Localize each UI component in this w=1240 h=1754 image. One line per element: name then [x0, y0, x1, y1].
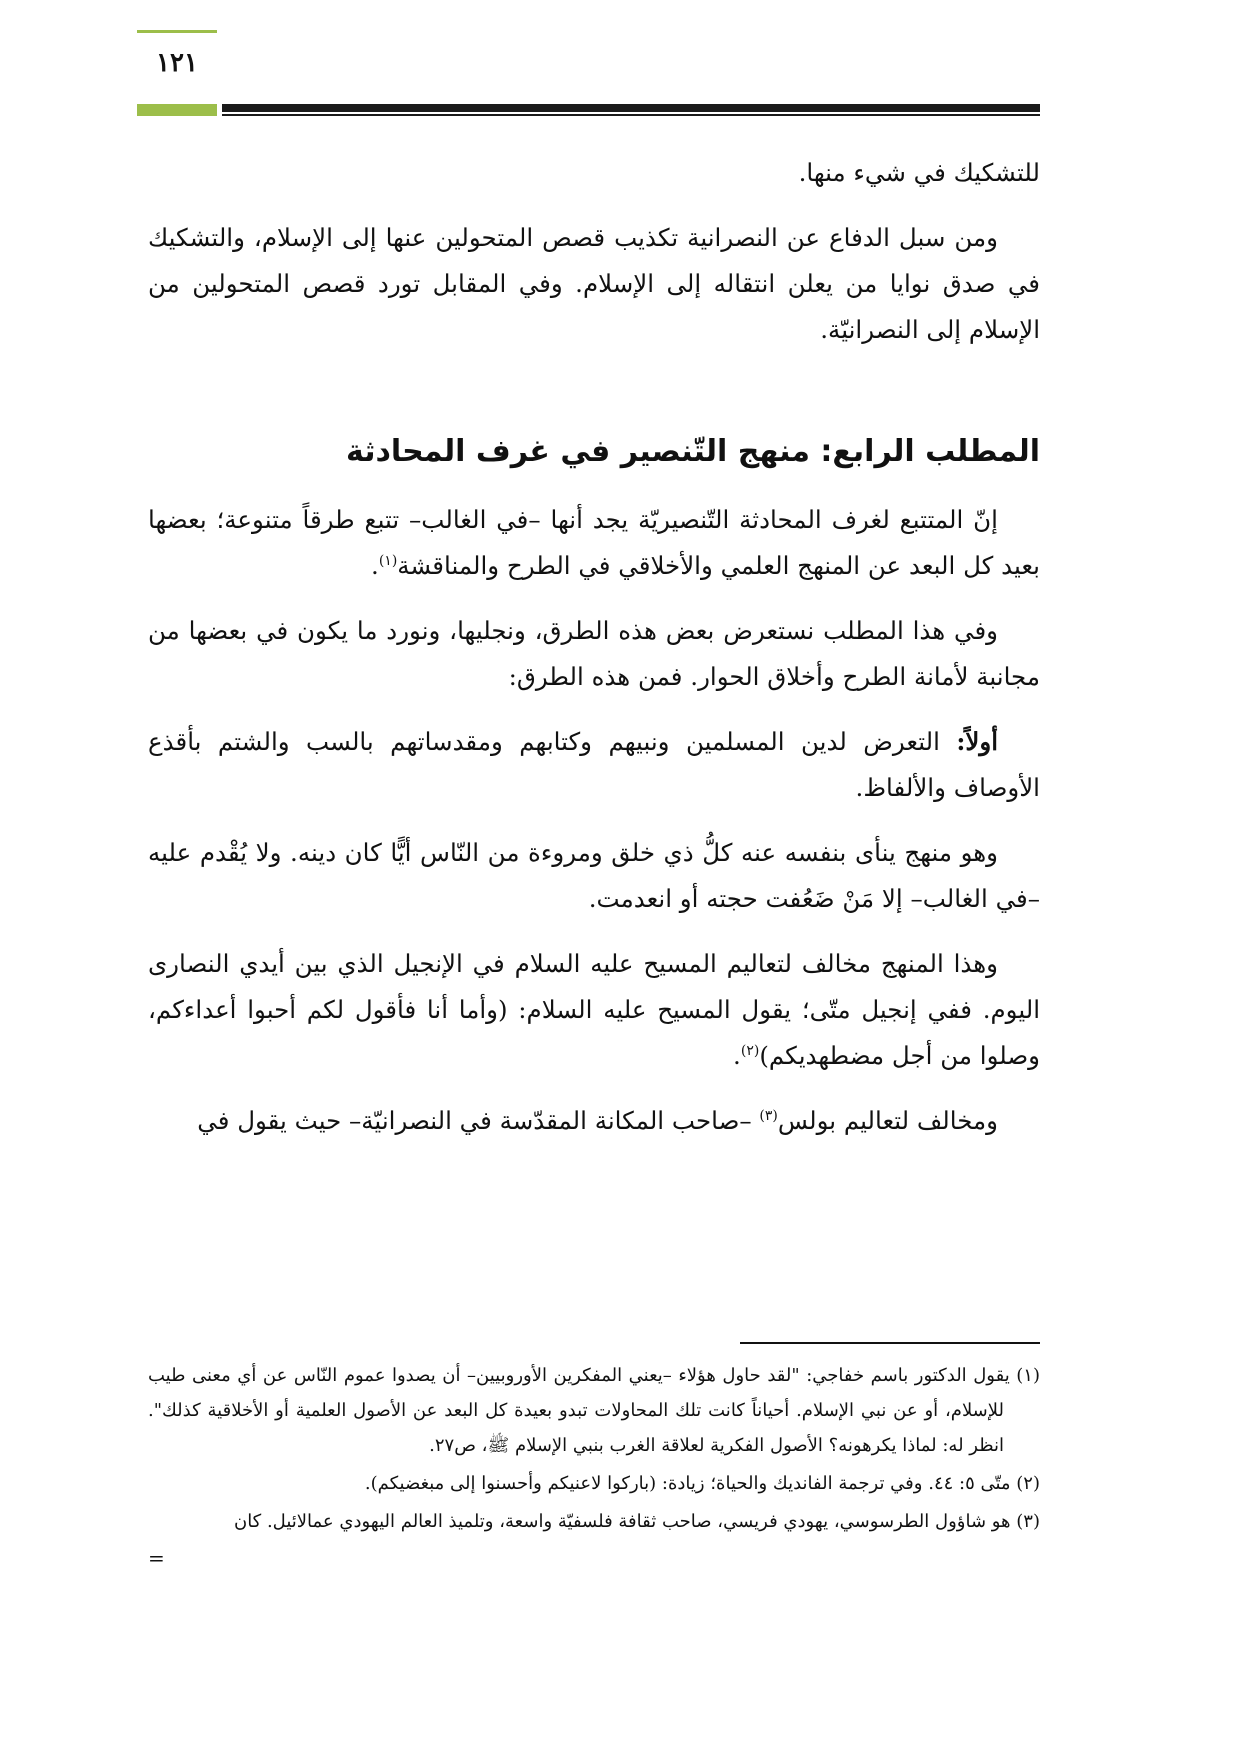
footnote-continuation-mark: = — [148, 1546, 165, 1570]
header-rule-thick — [222, 104, 1040, 112]
paragraph-7-text: وهذا المنهج مخالف لتعاليم المسيح عليه السلام في الإنجيل الذي بين أيدي النصارى اليوم. ففي إنجيل متّى؛ يقول المسيح عليه السلام: (وأما أنا فأقول لكم أحبوا أعداءكم، وصلوا من أجل مضطهديكم) — [148, 949, 1040, 1070]
header-accent-bar — [137, 104, 217, 116]
header-accent-top — [137, 30, 217, 33]
footnote-separator — [740, 1342, 1040, 1344]
paragraph-3 — [148, 497, 1040, 589]
paragraph-7-end: . — [733, 1041, 741, 1070]
paragraph-1: للتشكيك في شيء منها. — [798, 158, 1040, 187]
footnote-1: (١) يقول الدكتور باسم خفاجي: "لقد حاول هؤلاء –يعني المفكرين الأوروبيين– أن يصدوا عموم النّاس عن أي معنى طيب للإسلام، أو عن نبي الإسلام. أحياناً كانت تلك المحاولات تبدو بعيدة كل البعد عن الأصول العلمية أو الأخلاقية كذلك". انظر له: لماذا يكرهونه؟ الأصول الفكرية لعلاقة الغرب بنبي الإسلام ﷺ، ص٢٧. — [148, 1365, 1040, 1456]
paragraph-2: ومن سبل الدفاع عن النصرانية تكذيب قصص المتحولين عنها إلى الإسلام، والتشكيك في صدق نوايا من يعلن انتقاله إلى الإسلام. وفي المقابل تورد قصص المتحولين من الإسلام إلى النصرانيّة. — [148, 223, 1040, 344]
paragraph-5 — [148, 719, 1040, 811]
footnote-2: (٢) متّى ٥: ٤٤. وفي ترجمة الفانديك والحياة؛ زيادة: (باركوا لاعنيكم وأحسنوا إلى مبغضيكم). — [364, 1473, 1040, 1494]
paragraph-4: وفي هذا المطلب نستعرض بعض هذه الطرق، ونجليها، ونورد ما يكون في بعضها من مجانبة لأمانة الطرح وأخلاق الحوار. فمن هذه الطرق: — [148, 616, 1040, 691]
page-body — [148, 150, 1040, 1163]
paragraph-3-end: . — [371, 551, 379, 580]
header-rule-thin — [222, 114, 1040, 116]
section-heading: المطلب الرابع: منهج التّنصير في غرف المحادثة — [346, 434, 1040, 469]
paragraph-8-text-b: –صاحب المكانة المقدّسة في النصرانيّة– حيث يقول في — [197, 1106, 760, 1135]
footnote-ref-3: (٣) — [759, 1107, 778, 1124]
paragraph-8-text-a: ومخالف لتعاليم بولس — [777, 1106, 998, 1135]
paragraph-5-lead: أولاً: — [956, 727, 998, 756]
footnote-3: (٣) هو شاؤول الطرسوسي، يهودي فريسي، صاحب ثقافة فلسفيّة واسعة، وتلميذ العالم اليهودي عمالائيل. كان — [233, 1511, 1040, 1532]
paragraph-6: وهو منهج ينأى بنفسه عنه كلُّ ذي خلق ومروءة من النّاس أيًّا كان دينه. ولا يُقْدم عليه –في الغالب– إلا مَنْ ضَعُفت حجته أو انعدمت. — [148, 838, 1040, 913]
paragraph-5-text: التعرض لدين المسلمين ونبيهم وكتابهم ومقدساتهم بالسب والشتم بأقذع الأوصاف والألفاظ. — [148, 727, 1040, 802]
page-number: ١٢١ — [156, 48, 198, 78]
paragraph-3-text: إنّ المتتبع لغرف المحادثة التّنصيريّة يجد أنها –في الغالب– تتبع طرقاً متنوعة؛ بعضها بعيد كل البعد عن المنهج العلمي والأخلاقي في الطرح والمناقشة — [148, 505, 1040, 580]
footnotes — [148, 1358, 1040, 1573]
paragraph-8 — [148, 1098, 1040, 1144]
paragraph-7 — [148, 941, 1040, 1079]
footnote-ref-2: (٢) — [740, 1042, 760, 1059]
footnote-ref-1: (١) — [378, 552, 398, 569]
